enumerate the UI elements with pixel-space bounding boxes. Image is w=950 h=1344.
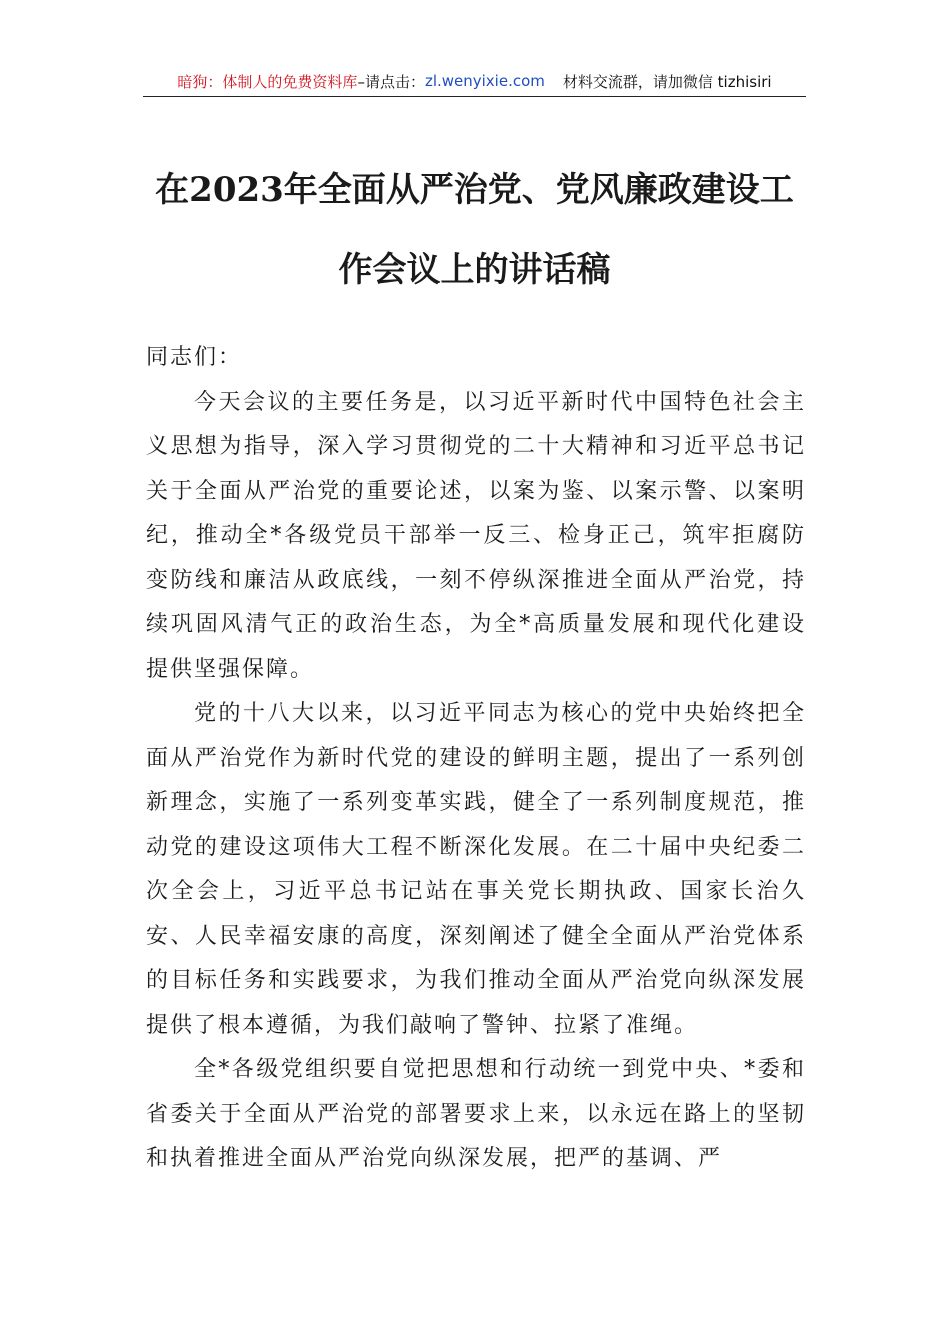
header-group-note: 材料交流群，请加微信 tizhisiri (562, 72, 772, 91)
document-body (146, 336, 806, 1182)
title-line-2: 作会议上的讲话稿 (338, 250, 611, 290)
paragraph-1: 今天会议的主要任务是，以习近平新时代中国特色社会主义思想为指导，深入学习贯彻党的二十大精神和习近平总书记关于全面从严治党的重要论述，以案为鉴、以案示警、以案明纪，推动全*各级党员干部举一反三、检身正己，筑牢拒腐防变防线和廉洁从政底线，一刻不停纵深推进全面从严治党，持续巩固风清气正的政治生态，为全*高质量发展和现代化建设提供坚强保障。 (146, 389, 806, 682)
header-url-link[interactable]: zl.wenyixie.com (424, 72, 545, 90)
header-brand: 暗狗：体制人的免费资料库 (177, 72, 358, 91)
salutation: 同志们： (146, 345, 243, 370)
paragraph-2: 党的十八大以来，以习近平同志为核心的党中央始终把全面从严治党作为新时代党的建设的鲜明主题，提出了一系列创新理念，实施了一系列变革实践，健全了一系列制度规范，推动党的建设这项伟大工程不断深化发展。在二十届中央纪委二次全会上，习近平总书记站在事关党长期执政、国家长治久安、人民幸福安康的高度，深刻阐述了健全全面从严治党体系的目标任务和实践要求，为我们推动全面从严治党向纵深发展提供了根本遵循，为我们敲响了警钟、拉紧了准绳。 (146, 701, 806, 1038)
header-click-prompt: –请点击： (357, 72, 425, 91)
paragraph-3: 全*各级党组织要自觉把思想和行动统一到党中央、*委和省委关于全面从严治党的部署要求上来，以永远在路上的坚韧和执着推进全面从严治党向纵深发展，把严的基调、严 (146, 1057, 806, 1171)
title-line-1: 在2023年全面从严治党、党风廉政建设工 (155, 170, 794, 210)
watermark-header (143, 66, 806, 97)
document-title (143, 150, 806, 310)
